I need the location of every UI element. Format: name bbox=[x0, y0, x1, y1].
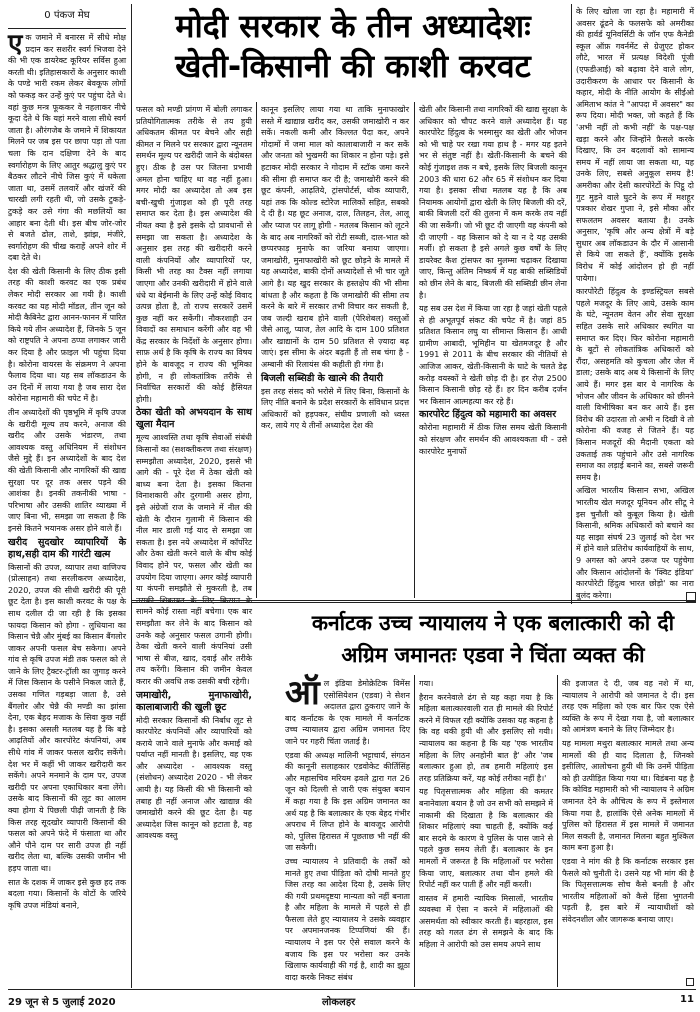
column-rule bbox=[414, 675, 415, 987]
paragraph: उच्च न्यायालय ने प्रतिवादी के तर्कों को मानते हुए तथा पीड़िता को दोषी मानते हुए जिस तरह का आदेश दिया है, उसके लिए की गयी प्रथमदृष्टया मान्यता को नहीं बनाता है और महिला के मामले में पहले से ही फैसला लेते हुए न्यायालय ने उसके व्यवहार पर अपमानजनक टिप्पणियां की हैं। न्यायालय ने इस पर ऐसे सवाल करने के बजाय कि इस पर भरोसा कर उनके खिलाफ कार्यवाही की गई है, शादी का झूठा वादा करके निकट संबंध bbox=[285, 856, 410, 982]
subheading: जमाखोरी, मुनाफाखोरी, कालाबाजारी की खुली छूट bbox=[136, 689, 252, 713]
column-rule bbox=[571, 4, 572, 604]
paragraph: यह सब उस देश में किया जा रहा है जहां खेती पहले से ही अभूतपूर्व संकट की चपेट में है। जहां 85 प्रतिशत किसान लघु या सीमान्त किसान हैं। आधी ग्रामीण आबादी, भूमिहीन या खेतमजदूर है और 1991 से 2011 के बीच सरकार की नीतियों से आजिज आकर, खेती-किसानी के घाटे के चलते डेढ़ करोड़ वयस्कों ने खेती छोड़ दी है। हर रोज़ 2500 किसान किसानी छोड़ रहे हैं। हर दिन करीब दर्जन भर किसान आत्महत्या कर रहे हैं। bbox=[419, 304, 567, 406]
paragraph: मोदी सरकार किसानों की निर्बाध लूट से कारपोरेट कंपनियों और व्यापारियों को कराये जाने वाले मुनाफे और कमाई को पर्याप्त नहीं मानती है। इसलिए, वह एक और अध्यादेश - आवश्यक वस्तु (संशोधन) अध्यादेश 2020 - भी लेकर आयी है। यह किसी की भी किसानी को तबाह ही नहीं अनाज और खाद्यान्न की जमाखोरी करने की छूट देता है। यह अध्यादेश जिस कानून को हटाता है, वह आवश्यक वस्तु bbox=[136, 715, 252, 841]
paragraph: तीन अध्यादेशों की पृष्ठभूमि में कृषि उपज के खरीदी मूल्य तय करने, अनाज की खरीद और उसके भंडारण, तथा आवश्यक वस्तु अधिनियम में संशोधन जैसे मुद्दे हैं। इन अध्यादेशों के बाद देश की खेती किसानी और नागरिकों की खाद्य सुरक्षा पर दूर तक असर पड़ने की आशंका है। इनकी तकनीकी भाषा - परिभाषा और उसकी शातिर व्याख्या में जाए बिना भी, समझा जा सकता है कि इनसे कितने भयानक असर होने वाले हैं। bbox=[8, 408, 126, 533]
story2-column-3 bbox=[562, 678, 694, 978]
paragraph: खेती और किसानी तथा नागरिकों की खाद्य सुरक्षा के अधिकार को चौपट करने वाले अध्यादेश हैं। यह कारपोरेट हिंदुत्व के भस्मासुर का खेती और भोजन को भी चाहे पर रखा गया हाथ है - मगर यह इतने भर से संतुष्ट नहीं है। खेती-किसानी के बचने की कोई गुंजाइश तक न बचे, इसके लिए बिजली कानून 2003 की धारा 62 और 65 में संशोधन कर दिया गया है। इसका सीधा मतलब यह है कि अब नियामक आयोगों द्वारा खेती के लिए बिजली की दरें, बाकी बिजली दरों की तुलना में कम करके तय नहीं की जा सकेंगी। जो भी छूट दी जाएगी वह कंपनी को दी जाएगी - वह किसान को दे या न दे यह उसकी मर्जी। हो सकता है इसे अगले कुछ वर्षों के लिए डायरेक्ट कैश ट्रांसफर का मुलम्मा चढ़ाकर दिखाया जाए, किन्तु अंतिम निष्कर्ष में यह बाकी सब्सिडियों को छीन लेने के बाद, बिजली की सब्सिडी छीन लेना है। bbox=[419, 105, 568, 300]
paragraph: वास्तव में हमारी न्यायिक मिसालों, भारतीय व्यवस्था में ऐसा न करने में महिलाओं की असमर्थता को स्वीकार करती हैं। बहरहाल, इस तरह को गलत ढंग से समझने के बाद कि महिला ने आरोपी को उस समय अपने साथ bbox=[419, 893, 553, 950]
story1-column-1 bbox=[8, 29, 127, 982]
paragraph: अखिल भारतीय किसान सभा, अखिल भारतीय खेत मजदूर यूनियन और सीटू ने इस चुनौती को कुबूल किया है। खेती किसानी, श्रमिक अधिकारों को बचाने का यह साझा संघर्ष 23 जुलाई को देश भर में होने वाले प्रतिरोध कार्यवाहियों के साथ, 9 अगस्त को अपने उरूज पर पहुंचेगा और किसान आंदोलनों के 'क्विट इंडिया' कारपोरेटी हिंदुत्व भारत छोड़ो' का नारा बुलंद करेगा। bbox=[576, 486, 694, 600]
story1-headline-line1: मोदी सरकार के तीन अध्यादेशः bbox=[175, 7, 531, 45]
paragraph: कोरोना महामारी में ठीक जिस समय खेती किसानी को संरक्षण और समर्थन की आवश्यकता थी - उसे कारपोरेट मुनाफों bbox=[419, 423, 567, 456]
paragraph: कानून इसलिए लाया गया था ताकि मुनाफाखोर सस्ते में खाद्यान्न खरीद कर, उसकी जमाखोरी न कर सकें। नकली कमी और किल्लत पैदा कर, अपने गोदामों में जमा माल को कालाबाजारी न कर सकें और जनता को भुखमरी का शिकार न होना पड़े। इसे हटाकर मोदी सरकार ने गोदाम में स्टॉक जमा करने की सीमा ही समाप्त कर दी है; जमाखोरी करने की छूट कंपनी, आढ़तिये, ट्रांसपोर्टर्स, थोक व्यापारी, यहां तक कि कोल्ड स्टोरेज मालिकों सहित, सबको दे दी है। यह छूट अनाज, दाल, तिलहन, तेल, आलू और प्याज पर लागू होगी - मतलब किसान को लूटने के बाद अब नागरिकों को रोटी सब्जी, दाल-भात को छप्परफाड़ मुनाफे का जरिया बनाया जाएगा। जमाखोरी, मुनाफाखोरी को छूट छोड़ने के मामले में यह अध्यादेश, बाकी दोनों अध्यादेशों से भी चार जूते आगे है। यह खुद सरकार के हस्तक्षेप की भी सीमा बांधता है और कहता है कि जमाखोरी की सीमा तय करने के बारे में सरकार तभी विचार कर सकती है, जब जल्दी खराब होने वाली (पेरिशेबल) वस्तुओं जैसे आलू, प्याज, तेल आदि के दाम 100 प्रतिशत और खाद्यानों के दाम 50 प्रतिशत से ज़्यादा बढ़ जाएं। इस सीमा के अंदर बढ़ती हैं तो सब चंगा है - अम्बानी की रिलायंस की कहीती ही गंगा है। bbox=[261, 105, 409, 370]
paragraph: एडवा की अध्यक्ष मालिनी भट्टाचार्य, संगठन की कानूनी सलाहकार एडवोकेट कीर्तिसिंह और महासचिव मरियम ढ़वले द्वारा गत 26 जून को दिल्ली से जारी एक संयुक्त बयान में कहा गया है कि इस अग्रिम जमानत का अर्थ यह है कि बलात्कार के एक बेहद गंभीर अपराध में लिप्त होने के बावजूद आरोपी को, पुलिस हिरासत में पूछताछ भी नहीं की जा सकेगी। bbox=[285, 750, 410, 853]
page-number: 11 bbox=[680, 994, 694, 1005]
paragraph: देश की खेती किसानी के लिए ठीक इसी तरह की काशी करवट का एक प्रबंध लेकर मोदी सरकार आ गयी है। काशी करवट का यह मोदी मॉडल, तीन जून को मोदी कैबिनेट द्वारा आनन-फानन में पारित किये गये तीन अध्यादेश हैं, जिनके 5 जून को राष्ट्रपति ने अपना ठप्पा लगाकर जारी कर दिया है और फ़ाइल भी पहुंचा दिया है। कोरोना वायरस के संक्रमण ने अपना फैलाव दिया था। यह सब लॉकडाउन के उन दिनों में लाया गया है जब सारा देश कोरोना महामारी की चपेट में है। bbox=[8, 266, 126, 404]
story2-column-2 bbox=[419, 678, 553, 984]
story1-column-4 bbox=[419, 104, 567, 596]
story2-headline-line2: अग्रिम जमानतः एडवा ने चिंता व्यक्त की bbox=[341, 643, 645, 667]
paragraph: किसानों की उपज, व्यापार तथा वाणिज्य (प्रोत्साहन) तथा सरलीकरण अध्यादेश, 2020, उपज की सीधी खरीदी की पूरी छूट देता है। इस काशी करवट के पक्ष के साथ दलील दी जा रही है कि इसका फायदा किसान को होगा - लुधियाना का किसान चेन्नै और मुंबई का किसान बैंगलोर जाकर अपनी फसल बेच सकेगा। अपने गांव से कृषि उपज मंडी तक फसल को ले जाने के लिए ट्रैक्टर-ट्रॉली का जुगाड़ करने में जिस किसान के पसीने निकल जाते हैं, उसका गणित गड़बड़ा जाता है, उसे बैंगलोर और चेन्नै की मण्डी का झांसा देना, एक बेहद मजाक के सिवा कुछ नहीं है। इसका असली मतलब यह है कि बड़े आढ़तियों और कारपोरेट कंपनियां, अब सीधे गांव में जाकर फसल खरीद सकेंगे। देश भर में कहीं भी जाकर खरीदारी कर सकेंगे। अपने मनमाने के दाम पर, उपज खरीदी पर अपना एकाधिकार बना लेंगे। उसके बाद किसानों की लूट का आलम क्या होगा ये पिछली पीढ़ी जानती है कि किस तरह सूदखोर व्यापारी किसानों की फसल को अपने फंदे में फंसाता था और औने पौने दाम पर सारी उपज ही नहीं खरीद लेता था, बल्कि उसकी जमीन भी हड़प जाता था। bbox=[8, 562, 126, 873]
paragraph: कारपोरेटी हिंदुत्व के इण्डस्ट्रियल सबसे पहले मजदूर के लिए आये, उसके काम के घंटे, न्यूनतम वेतन और सेवा सुरक्षा सहित उसके सारे अधिकार स्थगित या समाप्त कर दिए। फिर कोरोना महामारी के बूटों से लोकतांत्रिक अधिकारों को रौंदा, असहमति को कुचला और जेल में डाला; उसके बाद अब ये किसानों के लिए आये हैं। मगर इस बार ये नागरिक के भोजन और जीवन के अधिकार को छीनने वाली विभीषिका बन कर आये हैं। इस विरोध की उदारता तो अभी न दिखी वे तो कोरोना की वजह से जितने हैं। यह किसान मजदूरों की मैदानी एकता को उकताई तक पहुंचाने और उसे नागरिक समाज का लड़ाई बनाने का, सबसे जरूरी समय है। bbox=[576, 287, 694, 482]
story-divider bbox=[132, 602, 696, 603]
paragraph: क जमाने में बनारस में सीधे मोक्ष प्रदान कर सशरीर स्वर्ग भिजवा देने की भी एक डायरेक्ट कूरियर सर्विस हुआ करती थी। इतिहासकारों के अनुसार काशी के पण्डे भारी रकम लेकर बेवकूफ लोगों को फकड़ कर उन्हें कुएं पर पहुंचा देते थे। वहां कुछ मन्त्र फूककर वे नहलाकर नीचे कूदा देते थे कि यहां मरने वाला सीधे स्वर्ग जाता है। औरंगजेब के जमाने में शिकायत मिलने पर जब इस पर छापा पड़ा तो पता चला कि दान दक्षिणा देने के बाद स्वर्गारोहण के लिए आतुर श्रद्धालु कुएं पर बैठकर लौटने नीचे जिस कुएं में धकेला जाता था, उसमें तलवारें और खंजरें की चारखी लगी रहती थी, जो उसके टुकड़े-टुकड़े कर उसे गंगा की मछलियों का आहार बना देती थी। इस बीच जोर-जोर से बजते ढोल, ताशे, झांझ, मंजीरे, स्वर्गारोहण की चीख कराहें अपने शोर में दबा देते थे। bbox=[8, 33, 127, 263]
footer-date: 29 जून से 5 जुलाई 2020 bbox=[8, 997, 116, 1008]
story1-headline bbox=[140, 6, 566, 86]
story-divider bbox=[132, 600, 696, 601]
paragraph: इस तरह संसद को भरोसे में लिए बिना, किसानों के लिए नीति बनाने के प्रदेश सरकारों के संविधान प्रदत्त अधिकारों को हड़पकर, संघीय प्रणाली को ध्वस्त कर, लाये गए ये तीनों अध्यादेश देश की bbox=[261, 386, 409, 431]
column-rule bbox=[557, 675, 558, 987]
story2-column-1 bbox=[285, 673, 410, 984]
paragraph: गया। bbox=[419, 679, 434, 688]
end-marker bbox=[686, 978, 694, 986]
column-rule bbox=[256, 102, 257, 598]
story1-column-3 bbox=[261, 104, 409, 596]
story2-headline-line1: कर्नाटक उच्च न्यायालय ने एक बलात्कारी को दी bbox=[311, 611, 675, 635]
dropcap: ए bbox=[8, 29, 23, 59]
story1-column-2 bbox=[136, 104, 252, 841]
paragraph: हैरान करनेवाले ढंग से यह कहा गया है कि महिला बलात्कारवाली रात ही मामले की रिपोर्ट करने में विफल रही क्योंकि उसका यह कहना है कि वह थकी हुयी थी और इसलिए सो गयी। न्यायालय का कहना है कि यह 'एक भारतीय महिला के लिए अनहोनी बात है' और 'जब बलात्कार हुआ हो, तब हमारी महिलाएं इस तरह प्रतिक्रिया करें, यह कोई तरीका नहीं है।' bbox=[419, 692, 553, 783]
paragraph: यह मामला मथुरा बलात्कार मामले तथा अन्य मामलों की ही याद दिलाता है, जिनको इसीलिए, आलोचना हुयी थी कि उनमें पीड़िता को ही उत्पीड़ित किया गया था। विडंबना यह है कि कोविड महामारी को भी न्यायालय ने अग्रिम जमानत देने के औचित्य के रूप में इस्तेमाल किया गया है, हालांकि ऐसे अनेक मामलों में पुलिस को हिरासत में इस मामले में जमानत मिल सकती है, जमानत मिलना बहुत मुश्किल काम बना हुआ है। bbox=[562, 738, 695, 853]
story1-column-5 bbox=[576, 6, 694, 600]
paragraph: यह पितृसत्तात्मक और महिला की कमतर बनानेवाला बयान है जो उन सभी को समझने में नाकामी की दिखाता है कि बलात्कार की शिकार महिलाएं क्या चाहती हैं, क्योंकि कई बार सदमे के कारण वे पुलिस के पास जाने से पहले कुछ समय लेती हैं। बलात्कार के इन मामलों में जरूरत है कि महिलाओं पर भरोसा किया जाए, बलात्कार तथा यौन हमले की रिपोर्ट नहीं कर पाती हैं और नहीं करती। bbox=[419, 787, 553, 890]
subheading: बिजली सब्सिडी के खात्मे की तैयारी bbox=[261, 372, 383, 384]
column-rule bbox=[414, 102, 415, 598]
paragraph: सात के दशक में जाकर इसे कुछ हद तक बदला गया। किसानों के वोटों के जरिये कृषि उपज मंडियां बनाने, bbox=[8, 877, 126, 910]
story2-headline bbox=[290, 607, 696, 671]
paragraph: मूल्य आश्वस्ति तथा कृषि सेवाओं संबंधी किसानों का (सशक्तीकरण तथा संरक्षण) सम्मझौता अध्यादेश, 2020, इससे भी आगे की - पूरे देश में ठेका खेती को बाध्य बना देता है। इसका कितना विनाशकारी और दुरगामी असर होगा, इसे अंग्रेजों राज के जमाने में नील की खेती के दौरान गुलामी में किसान की नील मार डाली गई याद से समझा जा सकता है। इस नये अध्यादेश में कॉर्पोरेट और ठेका खेती करने वाले के बीच कोई विवाद होने पर, फसल और खेती का उपयोग दिया जाएगा। अगर कोई व्यापारी या कंपनी समझौते से मुकरती है, तब सामने कोई रास्ता नहीं बचेगा। एक बार समझौता कर लेने के बाद किसान को उनके कहे अनुसार फसल उगानी होगी। ठेका खेती करने वाली कंपनियां उसी भाषा से बीज, खाद, दवाई और तरीके तय करेंगी। किसान की जमीन केवल करार की अवधि तक उसकी बची रहेगी। bbox=[136, 433, 252, 686]
footer-rule bbox=[8, 989, 696, 990]
paragraph: की इजाजत दे दी, जब वह नशे में था, न्यायालय ने आरोपी को जमानत दे दी। इस तरह एक महिला को एक बार फिर एक ऐसे व्यक्ति के रूप में देखा गया है, जो बलात्कार को आमंत्रण बनाने के लिए जिम्मेदार है। bbox=[562, 679, 694, 735]
paragraph: फसल को मण्डी प्रांगण में बोली लगाकर प्रतियोगितात्मक तरीके से तय हुयी अधिकतम कीमत पर बेचने और सही कीमत न मिलने पर सरकार द्वारा न्यूनतम समर्थन मूल्य पर खरीदी जाने के बंदोबस्त हुए। ठीक है उस पर जितना प्रभावी अमल होना चाहिए था वह नहीं हुआ। मगर मोदी का अध्यादेश तो अब इस बची-खुची गुंजाइश को ही पूरी तरह समाप्त कर देता है। इस अध्यादेश की नीयत क्या है इसे इसके दो प्रावधानों से समझा जा सकता है। अध्यादेश के अनुसार इस तरह की खरीदारी करने वाली कंपनियों और व्यापारियों पर, किसी भी तरह का टैक्स नहीं लगाया जाएगा और उनकी खरीदारी में होने वाले धंधे या बेईमानी के लिए उन्हें कोई विवाद उत्पन्न होता है, तो राज्य सरकारें उसमें कुछ नहीं कर सकेंगी। नौकरशाही उन विवादों का समाधान करेंगी और वह भी केंद्र सरकार के निर्देशों के अनुसार होगा। साफ़ अर्थ है कि कृषि के राज्य का विषय होने के बावजूद न राज्य की भूमिका होगी, न ही लोकतांत्रिक तरीके से निर्वाचित सरकारों की कोई हैसियत होगी। bbox=[136, 105, 252, 404]
paragraph: के लिए खोला जा रहा है। महामारी में अवसर ढूंढने के फलसफे को अमरीका की हार्वर्ड यूनिवर्सिटी के जॉन एफ कैनेडी स्कूल ऑफ़ गवर्नमेंट से ग्रेजुएट होकर लौटे, भारत में प्रत्यक्ष विदेशी पूंजी (एफडीआई) को बढ़ावा देने वाले लोग, उदारीकरण के आधार पर किसानी के कहार, मोदी के नीति आयोग के सीईओ अमिताभ कांत ने "आपदा में अवसर" का रूप दिया। मोदी भक्त, जो कहते हैं कि 'अभी नहीं तो कभी नहीं' के पक्ष-पक्ष खड़ा करने और जिन्होंने फ़ैसले करके दिखाए, कि उन बदलावों को सामान्य समय में नहीं लाया जा सकता था, यह उनके लिए, सबसे अनुकूल समय है! अमरीका और देसी कारपोरेटों के पिट्ठू दो गुट मुड़ने वाले घुटने के रूप में मशहूर पत्रकार शेखर गुप्ता ने, इसे मौका और सफलतम अवसर बताया है। उनके अनुसार, 'कृषि और अन्य क्षेत्रों में बड़े सुधार अब लॉकडाउन के दौर में आसानी से किये जा सकते हैं', क्योंकि इसके विरोध में कोई आंदोलन हो ही नहीं पायेगा। bbox=[576, 7, 694, 283]
dropcap: ऑ bbox=[285, 673, 320, 713]
paragraph: ल इंडिया डेमोक्रेटिक विमेंस एसोसियेशन (एडवा) ने सेशन अदालत द्वारा ठुकराए जाने के बाद कर्नाटक के एक मामले में कर्नाटक उच्च न्यायालय द्वारा अग्रिम जमानत दिए जाने पर गहरी चिंता जताई है। bbox=[285, 679, 410, 746]
paragraph: एडवा ने मांग की है कि कर्नाटक सरकार इस फैसले को चुनौती दे। उसने यह भी मांग की है कि पितृसत्तात्मक सोच कैसे बनती है और भारतीय महिलाओं को कैसे हिंसा भुगतनी पड़ती है, इस बारे में न्यायाधीशों को संवेदनशील और जागरूक बनाया जाए। bbox=[562, 856, 694, 924]
subheading: कारपोरेट हिंदुत्व को महामारी का अवसर bbox=[419, 409, 557, 421]
column-rule bbox=[131, 4, 132, 988]
subheading: खरीद सुदखोर व्यापारियों के हाथ,सही दाम की गारंटी खत्म bbox=[8, 536, 126, 560]
author-byline: 0 पंकज मेघ bbox=[8, 4, 126, 29]
footer-paper-name: लोकलहर bbox=[322, 997, 356, 1008]
story1-headline-line2: खेती-किसानी की काशी करवट bbox=[175, 47, 531, 85]
subheading: ठेका खेती को अभयदान के साथ खुला मैदान bbox=[136, 407, 252, 431]
